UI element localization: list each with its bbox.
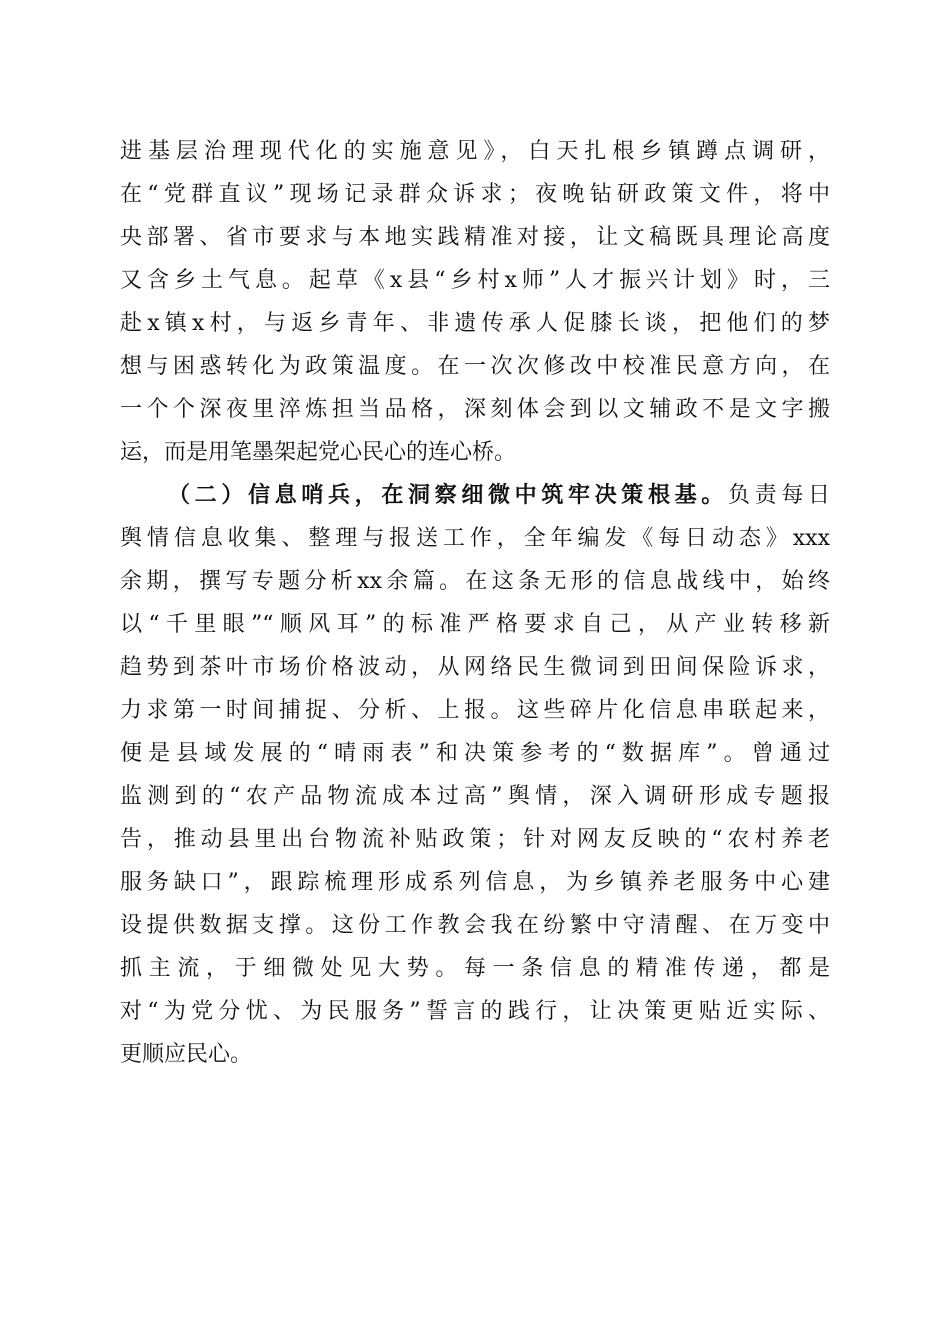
paragraph1-line-3: 央部署、省市要求与本地实践精准对接，让文稿既具理论高度: [120, 225, 830, 250]
paragraph2-line-8: 监测到的“农产品物流成本过高”舆情，深入调研形成专题报: [120, 784, 830, 809]
paragraph2-line-12: 抓主流，于细微处见大势。每一条信息的精准传递，都是: [120, 956, 830, 981]
paragraph2-line-9: 告，推动县里出台物流补贴政策；针对网友反映的“农村养老: [120, 827, 830, 852]
paragraph2-first-line: [120, 474, 830, 517]
paragraph2-line-3: 余期，撰写专题分析xx余篇。在这条无形的信息战线中，始终: [120, 569, 830, 594]
paragraph1-line-6: 想与困惑转化为政策温度。在一次次修改中校准民意方向，在: [120, 354, 830, 379]
paragraph2-line-13: 对“为党分忧、为民服务”誓言的践行，让决策更贴近实际、: [120, 999, 830, 1024]
document-body: [120, 130, 830, 1076]
paragraph1-line-8: 运，而是用笔墨架起党心民心的连心桥。: [120, 440, 517, 465]
paragraph2-line-14: 更顺应民心。: [120, 1042, 253, 1067]
paragraph1-line-7: 一个个深夜里淬炼担当品格，深刻体会到以文辅政不是文字搬: [120, 397, 830, 422]
paragraph1-line-1: 进基层治理现代化的实施意见》，白天扎根乡镇蹲点调研，: [120, 139, 830, 164]
paragraph2-line-2: 舆情信息收集、整理与报送工作，全年编发《每日动态》xxx: [120, 526, 830, 551]
paragraph1-line-5: 赴x镇x村，与返乡青年、非遗传承人促膝长谈，把他们的梦: [120, 311, 830, 336]
paragraph2-line-4: 以“千里眼”“顺风耳”的标准严格要求自己，从产业转移新: [120, 612, 830, 637]
paragraph2-first-line-rest: 负责每日: [727, 483, 830, 508]
paragraph2-line-5: 趋势到茶叶市场价格波动，从网络民生微词到田间保险诉求，: [120, 655, 830, 680]
paragraph1-line-2: 在“党群直议”现场记录群众诉求；夜晚钻研政策文件，将中: [120, 182, 830, 207]
paragraph2-line-7: 便是县域发展的“晴雨表”和决策参考的“数据库”。曾通过: [120, 741, 830, 766]
paragraph1-line-4: 又含乡土气息。起草《x县“乡村x师”人才振兴计划》时，三: [120, 268, 830, 293]
section-heading: （二）信息哨兵，在洞察细微中筑牢决策根基。: [168, 482, 728, 508]
paragraph2-line-10: 服务缺口”，跟踪梳理形成系列信息，为乡镇养老服务中心建: [120, 870, 830, 895]
paragraph2-line-11: 设提供数据支撑。这份工作教会我在纷繁中守清醒、在万变中: [120, 913, 830, 938]
paragraph2-line-6: 力求第一时间捕捉、分析、上报。这些碎片化信息串联起来，: [120, 698, 830, 723]
